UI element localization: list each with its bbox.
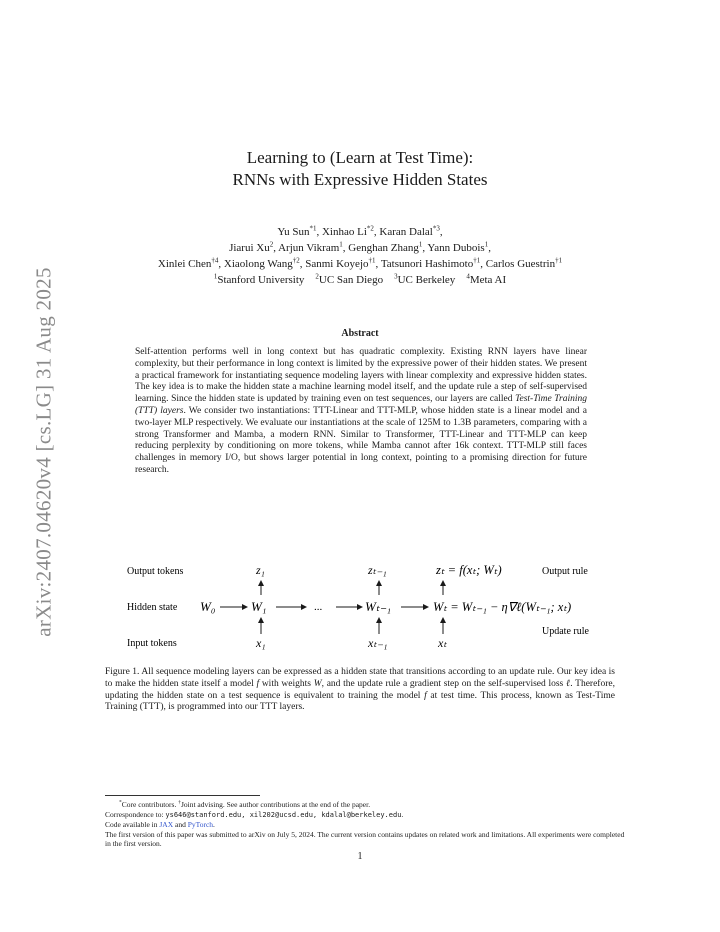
affiliations: $^1$Stanford University $^2$UC San Diego $^3$UC Berkeley $^4$Meta AI [213, 272, 507, 286]
title-line-1: Learning to (Learn at Test Time): [246, 148, 474, 167]
label-update-rule: Update rule [542, 626, 589, 637]
node-x-t-minus-1: xₜ₋₁ [368, 636, 388, 650]
paper-title [0, 147, 720, 191]
pytorch-link[interactable]: PyTorch [187, 820, 214, 830]
author-block [0, 224, 720, 288]
figure-1-caption: Figure 1. All sequence modeling layers can be expressed as a hidden state that transitions according to an update rule. Our key idea is to make the hidden state itself a model f with weights W, and the update rule a gradient step on the self-supervised loss ℓ. Therefore, updating the hidden state on a test sequence is equivalent to training the model f at test time. This process, known as Test-Time Training (TTT), is programmed into our TTT layers. [105, 667, 615, 713]
footnote-correspondence: Correspondence to: ys646@stanford.edu, xil202@ucsd.edu, kdalal@berkeley.edu. [105, 809, 404, 819]
footnote-contributors: *Core contributors. †Joint advising. See author contributions at the end of the paper. [119, 799, 371, 809]
jax-link[interactable]: JAX [159, 820, 174, 830]
node-x-t: xₜ [438, 636, 447, 650]
label-hidden-state: Hidden state [127, 602, 178, 613]
title-line-2: RNNs with Expressive Hidden States [232, 170, 488, 189]
author-line-2: Jiarui Xu$^2$, Arjun Vikram$^1$, Genghan Zhang$^1$, Yann Dubois$^1$, [229, 240, 491, 254]
correspondence-emails: ys646@stanford.edu, xil202@ucsd.edu, kdalal@berkeley.edu [165, 810, 402, 819]
ellipsis: ... [314, 601, 323, 613]
label-output-rule: Output rule [542, 566, 588, 577]
label-output-tokens: Output tokens [127, 566, 184, 577]
footnote-version: The first version of this paper was submitted to arXiv on July 5, 2024. The current version contains updates on related work and limitations. All experiments were completed in the first version. [105, 829, 625, 849]
node-w-t-update: Wₜ = Wₜ₋₁ − η∇ℓ(Wₜ₋₁; xₜ) [433, 600, 572, 614]
node-w0: W₀ [200, 599, 216, 614]
author-line-3: Xinlei Chen$^{\dagger 4}$, Xiaolong Wang$^{\dagger 2}$, Sanmi Koyejo$^{\dagger 1}$, Tatsunori Hashimoto$^{\dagger 1}$, Carlos Guestrin$^{\dagger 1}$ [157, 256, 563, 270]
node-z1: z₁ [256, 563, 265, 577]
page-number: 1 [357, 851, 363, 862]
footnotes [105, 800, 625, 849]
arxiv-identifier: arXiv:2407.04620v4 [cs.LG] 31 Aug 2025 [31, 267, 56, 637]
node-z-t-output: zₜ = f(xₜ; Wₜ) [436, 563, 502, 577]
abstract-text: Self-attention performs well in long context but has quadratic complexity. Existing RNN layers have linear complexity, but their performance in long context is limited by the expressive power of their hidden states. We present a practical framework for instantiating sequence modeling layers with linear complexity and expressive hidden states. The key idea is to make the hidden state a machine learning model itself, and the update rule a step of self-supervised learning. Since the hidden state is updated by training even on test sequences, our layers are called Test-Time Training (TTT) layers. We consider two instantiations: TTT-Linear and TTT-MLP, whose hidden state is a linear model and a two-layer MLP respectively. We evaluate our instantiations at the scale of 125M to 1.3B parameters, comparing with a strong Transformer and Mamba, a modern RNN. Similar to Transformer, TTT-Linear and TTT-MLP can keep reducing perplexity by conditioning on more tokens, while Mamba cannot after 16k context. TTT-MLP still faces challenges in memory I/O, but shows larger potential in long context, pointing to a promising direction for future research. [135, 347, 587, 475]
footnote-rule [105, 795, 260, 796]
node-x1: x₁ [256, 636, 266, 650]
author-line-1: Yu Sun$^{*1}$, Xinhao Li$^{*2}$, Karan Dalal$^{*3}$, [277, 224, 443, 238]
node-z-t-minus-1: zₜ₋₁ [368, 563, 387, 577]
abstract-emphasis: Test-Time Training (TTT) layers [135, 394, 587, 416]
node-w1: W₁ [251, 599, 267, 614]
figure-1-diagram [120, 554, 610, 654]
label-input-tokens: Input tokens [127, 638, 177, 649]
abstract-heading: Abstract [341, 328, 379, 339]
footnote-code: Code available in JAX and PyTorch. [105, 820, 215, 830]
node-w-t-minus-1: Wₜ₋₁ [365, 599, 392, 614]
